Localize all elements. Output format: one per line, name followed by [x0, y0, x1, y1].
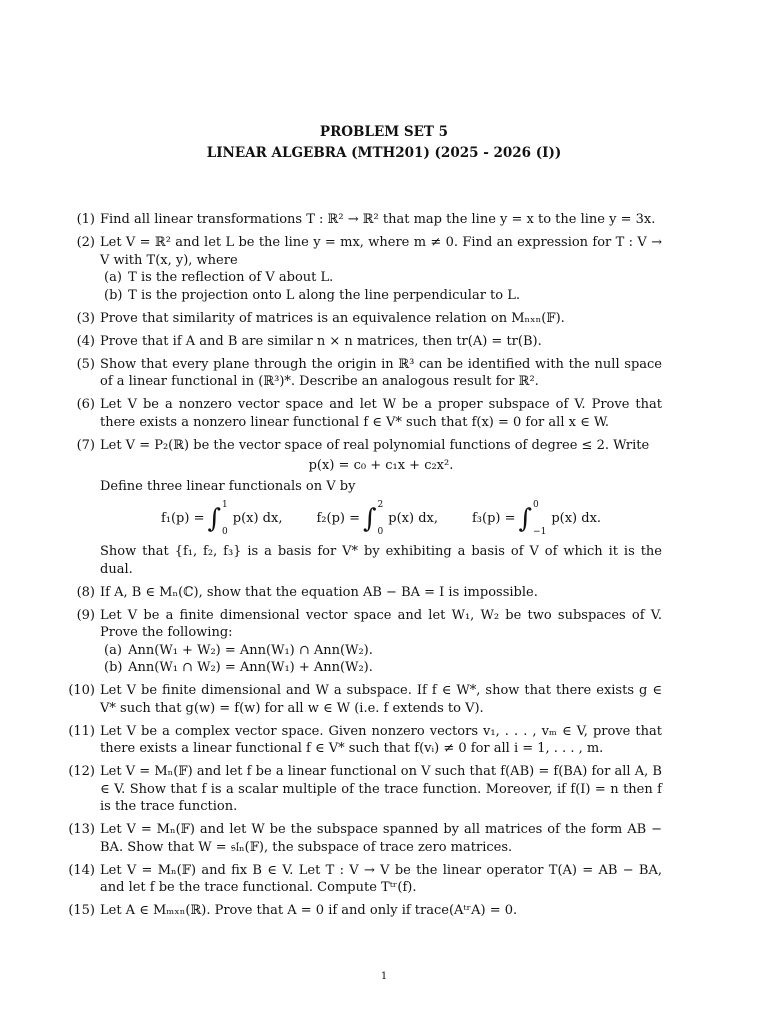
problem-number: (8) — [76, 584, 95, 600]
problem-number: (1) — [76, 212, 95, 227]
problem-text: Let V = Mₙ(𝔽) and let f be a linear functional on V such that f(AB) = f(BA) for all A, B ∈ V. Show that f is a scalar multiple of the trace function. Moreover, if f(I) = n then f is the trace function. — [100, 764, 662, 814]
problem-item — [68, 821, 662, 856]
problem-item — [68, 396, 662, 431]
problem-item — [68, 310, 662, 328]
problem-item — [68, 902, 662, 920]
problem-item — [68, 607, 662, 677]
lower-limit: 0 — [222, 527, 228, 537]
subproblem-text: T is the reflection of V about L. — [128, 270, 334, 285]
problem-number: (15) — [68, 903, 95, 918]
problem-item — [68, 333, 662, 351]
upper-limit: 1 — [222, 500, 228, 510]
problem-text: Let V be a complex vector space. Given nonzero vectors v₁, . . . , vₘ ∈ V, prove that there exists a linear functional f ∈ V* such that f(vᵢ) ≠ 0 for all i = 1, . . . , m. — [100, 723, 662, 756]
functional-lhs: f₂(p) = — [316, 511, 360, 527]
problem-item — [68, 584, 662, 602]
lower-limit: −1 — [533, 527, 547, 537]
page-number: 1 — [380, 971, 388, 982]
functional-lhs: f₁(p) = — [160, 511, 205, 527]
subproblem — [100, 659, 662, 677]
integrand: p(x) dx, — [388, 511, 438, 527]
problem-number: (11) — [68, 723, 95, 739]
problem-body — [100, 902, 662, 920]
integral-sign: ∫ 1 0 — [207, 500, 228, 537]
problem-item — [68, 763, 662, 816]
functional-formula — [316, 501, 438, 537]
problem-item — [68, 211, 662, 229]
subproblem-label: (b) — [104, 287, 123, 303]
problem-body — [100, 763, 662, 816]
problem-text: Let V = Mₙ(𝔽) and fix B ∈ V. Let T : V → V be the linear operator T(A) = AB − BA, and let f be the trace functional. Compute Tᵗʳ(f). — [100, 862, 662, 895]
subproblem — [100, 269, 662, 287]
problem-item — [68, 862, 662, 897]
problem-text: Show that every plane through the origin in ℝ³ can be identified with the null space of a linear functional in (ℝ³)*. Describe an analogous result for ℝ². — [100, 356, 662, 389]
problem-number: (4) — [76, 333, 95, 349]
problem-number: (2) — [76, 235, 95, 250]
problem-body — [100, 310, 662, 328]
subproblem-label: (b) — [104, 660, 123, 675]
problem-text: Find all linear transformations T : ℝ² → ℝ² that map the line y = x to the line y = 3x. — [100, 212, 656, 227]
problem-item — [68, 356, 662, 391]
problem-body — [100, 211, 662, 229]
problem-text: Let V = ℝ² and let L be the line y = mx, where m ≠ 0. Find an expression for T : V → V with T(x, y), where — [100, 235, 662, 268]
document-title: PROBLEM SET 5 — [319, 124, 449, 140]
problem-text: Let A ∈ Mₘₓₙ(ℝ). Prove that A = 0 if and only if trace(AᵗʳA) = 0. — [100, 903, 518, 918]
problem-body — [100, 234, 662, 304]
problem-text: Prove that similarity of matrices is an equivalence relation on Mₙₓₙ(𝔽). — [100, 310, 565, 326]
subproblem-text: Ann(W₁ ∩ W₂) = Ann(W₁) + Ann(W₂). — [128, 660, 373, 675]
problem-number: (6) — [76, 397, 95, 412]
functional-formula — [472, 501, 601, 537]
problem-body — [100, 584, 662, 602]
problem-text: Let V = P₂(ℝ) be the vector space of real polynomial functions of degree ≤ 2. Write — [100, 437, 650, 453]
subproblem — [100, 642, 662, 660]
problem-body — [100, 682, 662, 717]
problem-item — [68, 723, 662, 758]
problem-body — [100, 821, 662, 856]
problem-body — [100, 607, 662, 677]
integral-sign: ∫ 2 0 — [362, 500, 384, 537]
subproblem-text: T is the projection onto L along the line perpendicular to L. — [128, 287, 521, 303]
problem-number: (12) — [68, 764, 95, 779]
problem-body — [100, 723, 662, 758]
integrand: p(x) dx. — [551, 511, 602, 527]
problem-number: (13) — [68, 822, 95, 837]
problem-text: Let V be a nonzero vector space and let W be a proper subspace of V. Prove that there exists a nonzero linear functional f ∈ V* such that f(x) = 0 for all x ∈ W. — [100, 397, 662, 430]
functional-definitions — [100, 501, 662, 537]
upper-limit: 2 — [377, 500, 384, 510]
problem-item — [68, 682, 662, 717]
problem-conclusion: Show that {f₁, f₂, f₃} is a basis for V* by exhibiting a basis of V of which it is the dual. — [100, 544, 662, 577]
integral-sign: ∫ 0 −1 — [518, 500, 547, 537]
subproblem — [100, 287, 662, 305]
display-equation: p(x) = c₀ + c₁x + c₂x². — [308, 458, 454, 473]
problem-number: (14) — [68, 862, 95, 878]
problem-body — [100, 396, 662, 431]
problem-text: If A, B ∈ Mₙ(ℂ), show that the equation AB − BA = I is impossible. — [100, 584, 538, 600]
problem-text: Prove that if A and B are similar n × n matrices, then tr(A) = tr(B). — [100, 333, 542, 349]
problem-number: (7) — [76, 437, 95, 453]
problem-number: (5) — [76, 356, 95, 372]
document-subtitle: LINEAR ALGEBRA (MTH201) (2025 - 2026 (I)) — [206, 145, 562, 161]
problem-text: Let V be finite dimensional and W a subspace. If f ∈ W*, show that there exists g ∈ V* such that g(w) = f(w) for all w ∈ W (i.e. f extends to V). — [100, 683, 662, 716]
problem-number: (3) — [76, 310, 95, 326]
functional-formula — [161, 501, 283, 537]
subproblem-label: (a) — [104, 642, 122, 658]
problem-text: Let V be a finite dimensional vector space and let W₁, W₂ be two subspaces of V. Prove the following: — [100, 607, 662, 640]
problem-number: (10) — [68, 683, 95, 698]
subproblem-label: (a) — [104, 270, 122, 285]
problem-body — [100, 356, 662, 391]
functional-lhs: f₃(p) = — [471, 511, 516, 527]
problem-body — [100, 333, 662, 351]
problem-text: Let V = Mₙ(𝔽) and let W be the subspace spanned by all matrices of the form AB − BA. Show that W = 𝔰𝔩ₙ(𝔽), the subspace of trace zero matrices. — [100, 822, 662, 855]
problem-item — [68, 437, 662, 579]
problem-number: (9) — [76, 607, 95, 623]
problem-body — [100, 862, 662, 897]
lower-limit: 0 — [377, 527, 384, 537]
problem-list — [68, 211, 662, 925]
problem-item — [68, 234, 662, 304]
integrand: p(x) dx, — [232, 511, 283, 527]
problem-body — [100, 437, 662, 579]
define-text: Define three linear functionals on V by — [100, 478, 356, 494]
upper-limit: 0 — [533, 500, 539, 510]
subproblem-text: Ann(W₁ + W₂) = Ann(W₁) ∩ Ann(W₂). — [128, 642, 373, 658]
